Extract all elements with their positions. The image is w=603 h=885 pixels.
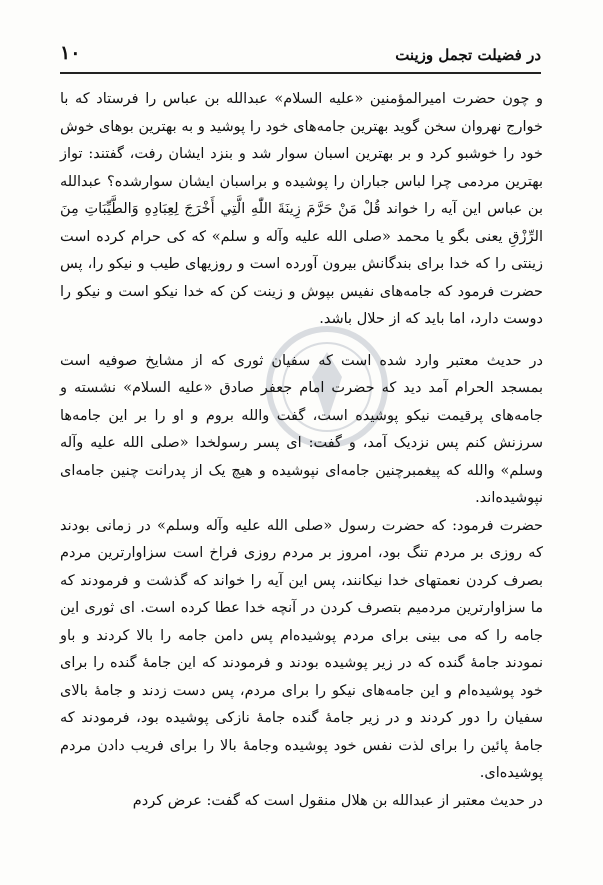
running-title: در فضیلت تجمل وزینت (395, 46, 541, 64)
paragraph-imam-reply: حضرت فرمود: که حضرت رسول «صلی الله علیه وآله وسلم» در زمانی بودند که روزی بر مردم تنگ بود، امروز بر مردم روزی فراخ است سزاوارترین مردم بصرف کردن نعمتهای خدا نیکانند، پس این آیه را خواند که گذشت و فرمودند که ما سزاوارترین مردمیم بتصرف کردن در آنچه خدا عطا کرده است. ای ثوری این جامه را که می بینی برای مردم پوشیده‌ام پس دامن جامه را بالا کردند و باو نمودند جامهٔ گنده که در زیر پوشیده بودند و فرمودند که این جامهٔ گنده را برای خود پوشیده‌ام و این جامه‌های نیکو را برای مردم، پس دست زدند و جامهٔ بالای سفیان را دور کردند و در زیر جامهٔ گنده جامهٔ نازکی پوشیده بود، فرمودند که جامهٔ پائین را برای لذت نفس خود پوشیده وجامهٔ بالا را برای فریب دادن مردم پوشیده‌ای. (60, 517, 543, 781)
paragraph-sufyan-thawri: در حدیث معتبر وارد شده است که سفیان ثوری که از مشایخ صوفیه است بمسجد الحرام آمد دید که حضرت امام جعفر صادق «علیه السلام» نشسته و جامه‌های پرقیمت نیکو پوشیده است، گفت والله بروم و او را بر این جامه‌ها سرزنش کنم پس نزدیک آمد، و گفت: ای پسر رسولخدا «صلی الله علیه وآله وسلم» والله که پیغمبرچنین جامه‌ای نپوشیده و هیچ یک از پدرانت چنین جامه‌ای نپوشیده‌اند. (60, 352, 543, 506)
page-header (60, 40, 541, 70)
page-number: ۱۰ (60, 42, 81, 64)
paragraph-abdullah-bin-hilal: در حدیث معتبر از عبدالله بن هلال منقول است که گفت: عرض کردم (132, 792, 543, 809)
page-body (60, 86, 543, 815)
header-rule (60, 72, 541, 74)
paragraph-ibn-abbas: و چون حضرت امیرالمؤمنین «علیه السلام» عبدالله بن عباس را فرستاد که با خوارج نهروان سخن گوید بهترین جامه‌های خود را پوشید و به بهترین بوهای خوش خود را خوشبو کرد و بر بهترین اسبان سوار شد و بنزد ایشان رفت، گفتند: تواز بهترین مردمی چرا لباس جباران را پوشیده و براسبان ایشان سوارشده‌؟ عبدالله بن عباس این آیه را خواند قُلْ مَنْ حَرَّمَ زِينَةَ اللّٰهِ الَّتِي أَخْرَجَ لِعِبَادِهِ وَالطَّيِّبَاتِ مِنَ الرِّزْقِ یعنی بگو یا محمد «صلی الله علیه وآله و سلم» که کی حرام کرده است زینتی را که خدا برای بندگانش بیرون آورده است و روزیهای طیب و نیکو را، پس حضرت فرمود که جامه‌های نفیس بپوش و زینت کن که خدا نیکو است و نیکو را دوست دارد، اما باید که از حلال باشد. (60, 91, 543, 327)
